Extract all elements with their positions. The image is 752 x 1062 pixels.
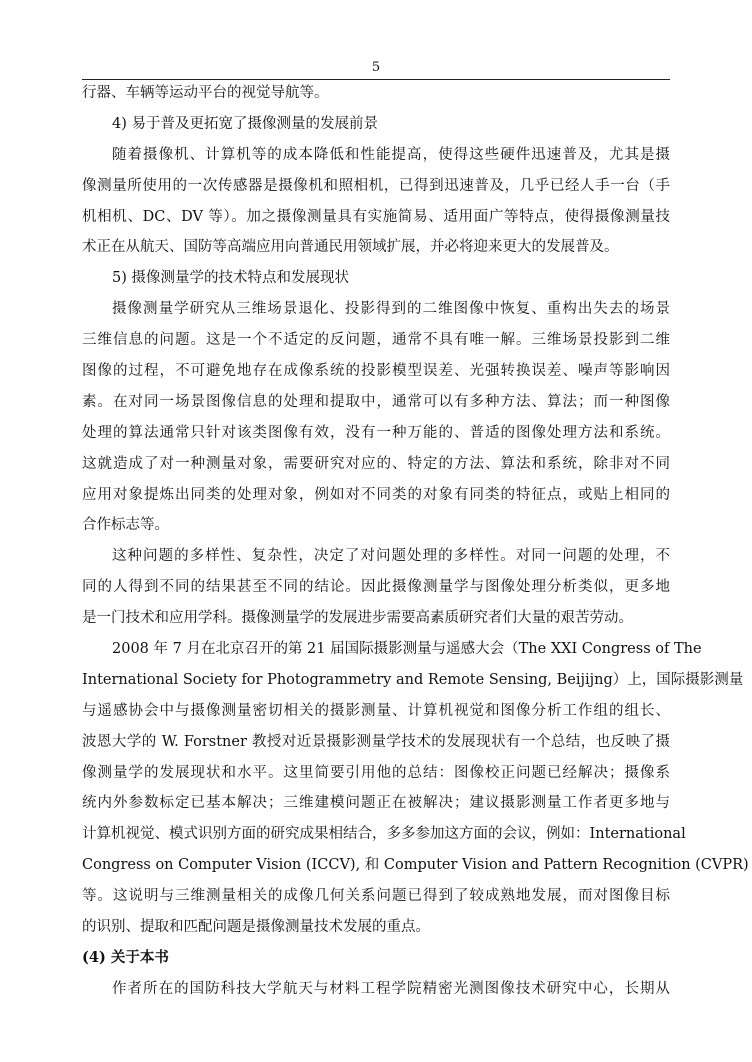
text-line: 摄像测量学研究从三维场景退化、投影得到的二维图像中恢复、重构出失去的场景 — [112, 301, 670, 318]
text-line: 三维信息的问题。这是一个不适定的反问题，通常不具有唯一解。三维场景投影到二维 — [82, 332, 670, 349]
text-line: 2008 年 7 月在北京召开的第 21 届国际摄影测量与遥感大会（The XXI Congress of The — [112, 641, 702, 658]
document-body — [82, 78, 749, 1005]
text-line: Congress on Computer Vision (ICCV), 和 Computer Vision and Pattern Recognition (CVPR) — [82, 857, 749, 874]
page-number: 5 — [371, 60, 381, 75]
text-line: 同的人得到不同的结果甚至不同的结论。因此摄像测量学与图像处理分析类似，更多地 — [82, 579, 670, 596]
text-line: 计算机视觉、模式识别方面的研究成果相结合，多多参加这方面的会议，例如：International — [82, 826, 686, 843]
text-line: International Society for Photogrammetry and Remote Sensing, Beijijng）上，国际摄影测量 — [82, 671, 744, 688]
text-line: 处理的算法通常只针对该类图像有效，没有一种万能的、普适的图像处理方法和系统。 — [82, 424, 670, 441]
text-line: 与遥感协会中与摄像测量密切相关的摄影测量、计算机视觉和图像分析工作组的组长、 — [82, 702, 670, 719]
text-line: 是一门技术和应用学科。摄像测量学的发展进步需要高素质研究者们大量的艰苦劳动。 — [82, 610, 633, 627]
text-line: 合作标志等。 — [82, 517, 169, 534]
text-line: 行器、车辆等运动平台的视觉导航等。 — [82, 85, 329, 101]
text-line: 4) 易于普及更拓宽了摄像测量的发展前景 — [112, 115, 378, 132]
section-heading: (4) 关于本书 — [82, 948, 169, 966]
text-line: 作者所在的国防科技大学航天与材料工程学院精密光测图像技术研究中心，长期从 — [112, 980, 670, 997]
text-line: 图像的过程，不可避免地存在成像系统的投影模型误差、光强转换误差、噪声等影响因 — [82, 363, 670, 380]
text-line: 波恩大学的 W. Forstner 教授对近景摄影测量学技术的发展现状有一个总结，也反映了摄 — [82, 733, 670, 750]
text-line: 随着摄像机、计算机等的成本降低和性能提高，使得这些硬件迅速普及，尤其是摄 — [112, 146, 670, 163]
text-line: 像测量学的发展现状和水平。这里简要引用他的总结：图像校正问题已经解决；摄像系 — [82, 764, 670, 781]
text-line: 这种问题的多样性、复杂性，决定了对问题处理的多样性。对同一问题的处理，不 — [112, 548, 670, 565]
text-line: 术正在从航天、国防等高端应用向普通民用领域扩展，并必将迎来更大的发展普及。 — [82, 239, 619, 256]
text-line: 应用对象提炼出同类的处理对象，例如对不同类的对象有同类的特征点，或贴上相同的 — [82, 486, 670, 503]
text-line: 这就造成了对一种测量对象，需要研究对应的、特定的方法、算法和系统，除非对不同 — [82, 455, 670, 472]
text-line: 像测量所使用的一次传感器是摄像机和照相机，已得到迅速普及，几乎已经人手一台（手 — [82, 177, 670, 194]
text-line: 的识别、提取和匹配问题是摄像测量技术发展的重点。 — [82, 919, 430, 936]
text-line: 机相机、DC、DV 等）。加之摄像测量具有实施简易、适用面广等特点，使得摄像测量技 — [82, 208, 670, 225]
text-line: 统内外参数标定已基本解决；三维建模问题正在被解决；建议摄影测量工作者更多地与 — [82, 795, 670, 812]
text-line: 等。这说明与三维测量相关的成像几何关系问题已得到了较成熟地发展，而对图像目标 — [82, 888, 670, 905]
text-line: 5) 摄像测量学的技术特点和发展现状 — [112, 270, 349, 287]
text-line: 素。在对同一场景图像信息的处理和提取中，通常可以有多种方法、算法；而一种图像 — [82, 393, 670, 410]
